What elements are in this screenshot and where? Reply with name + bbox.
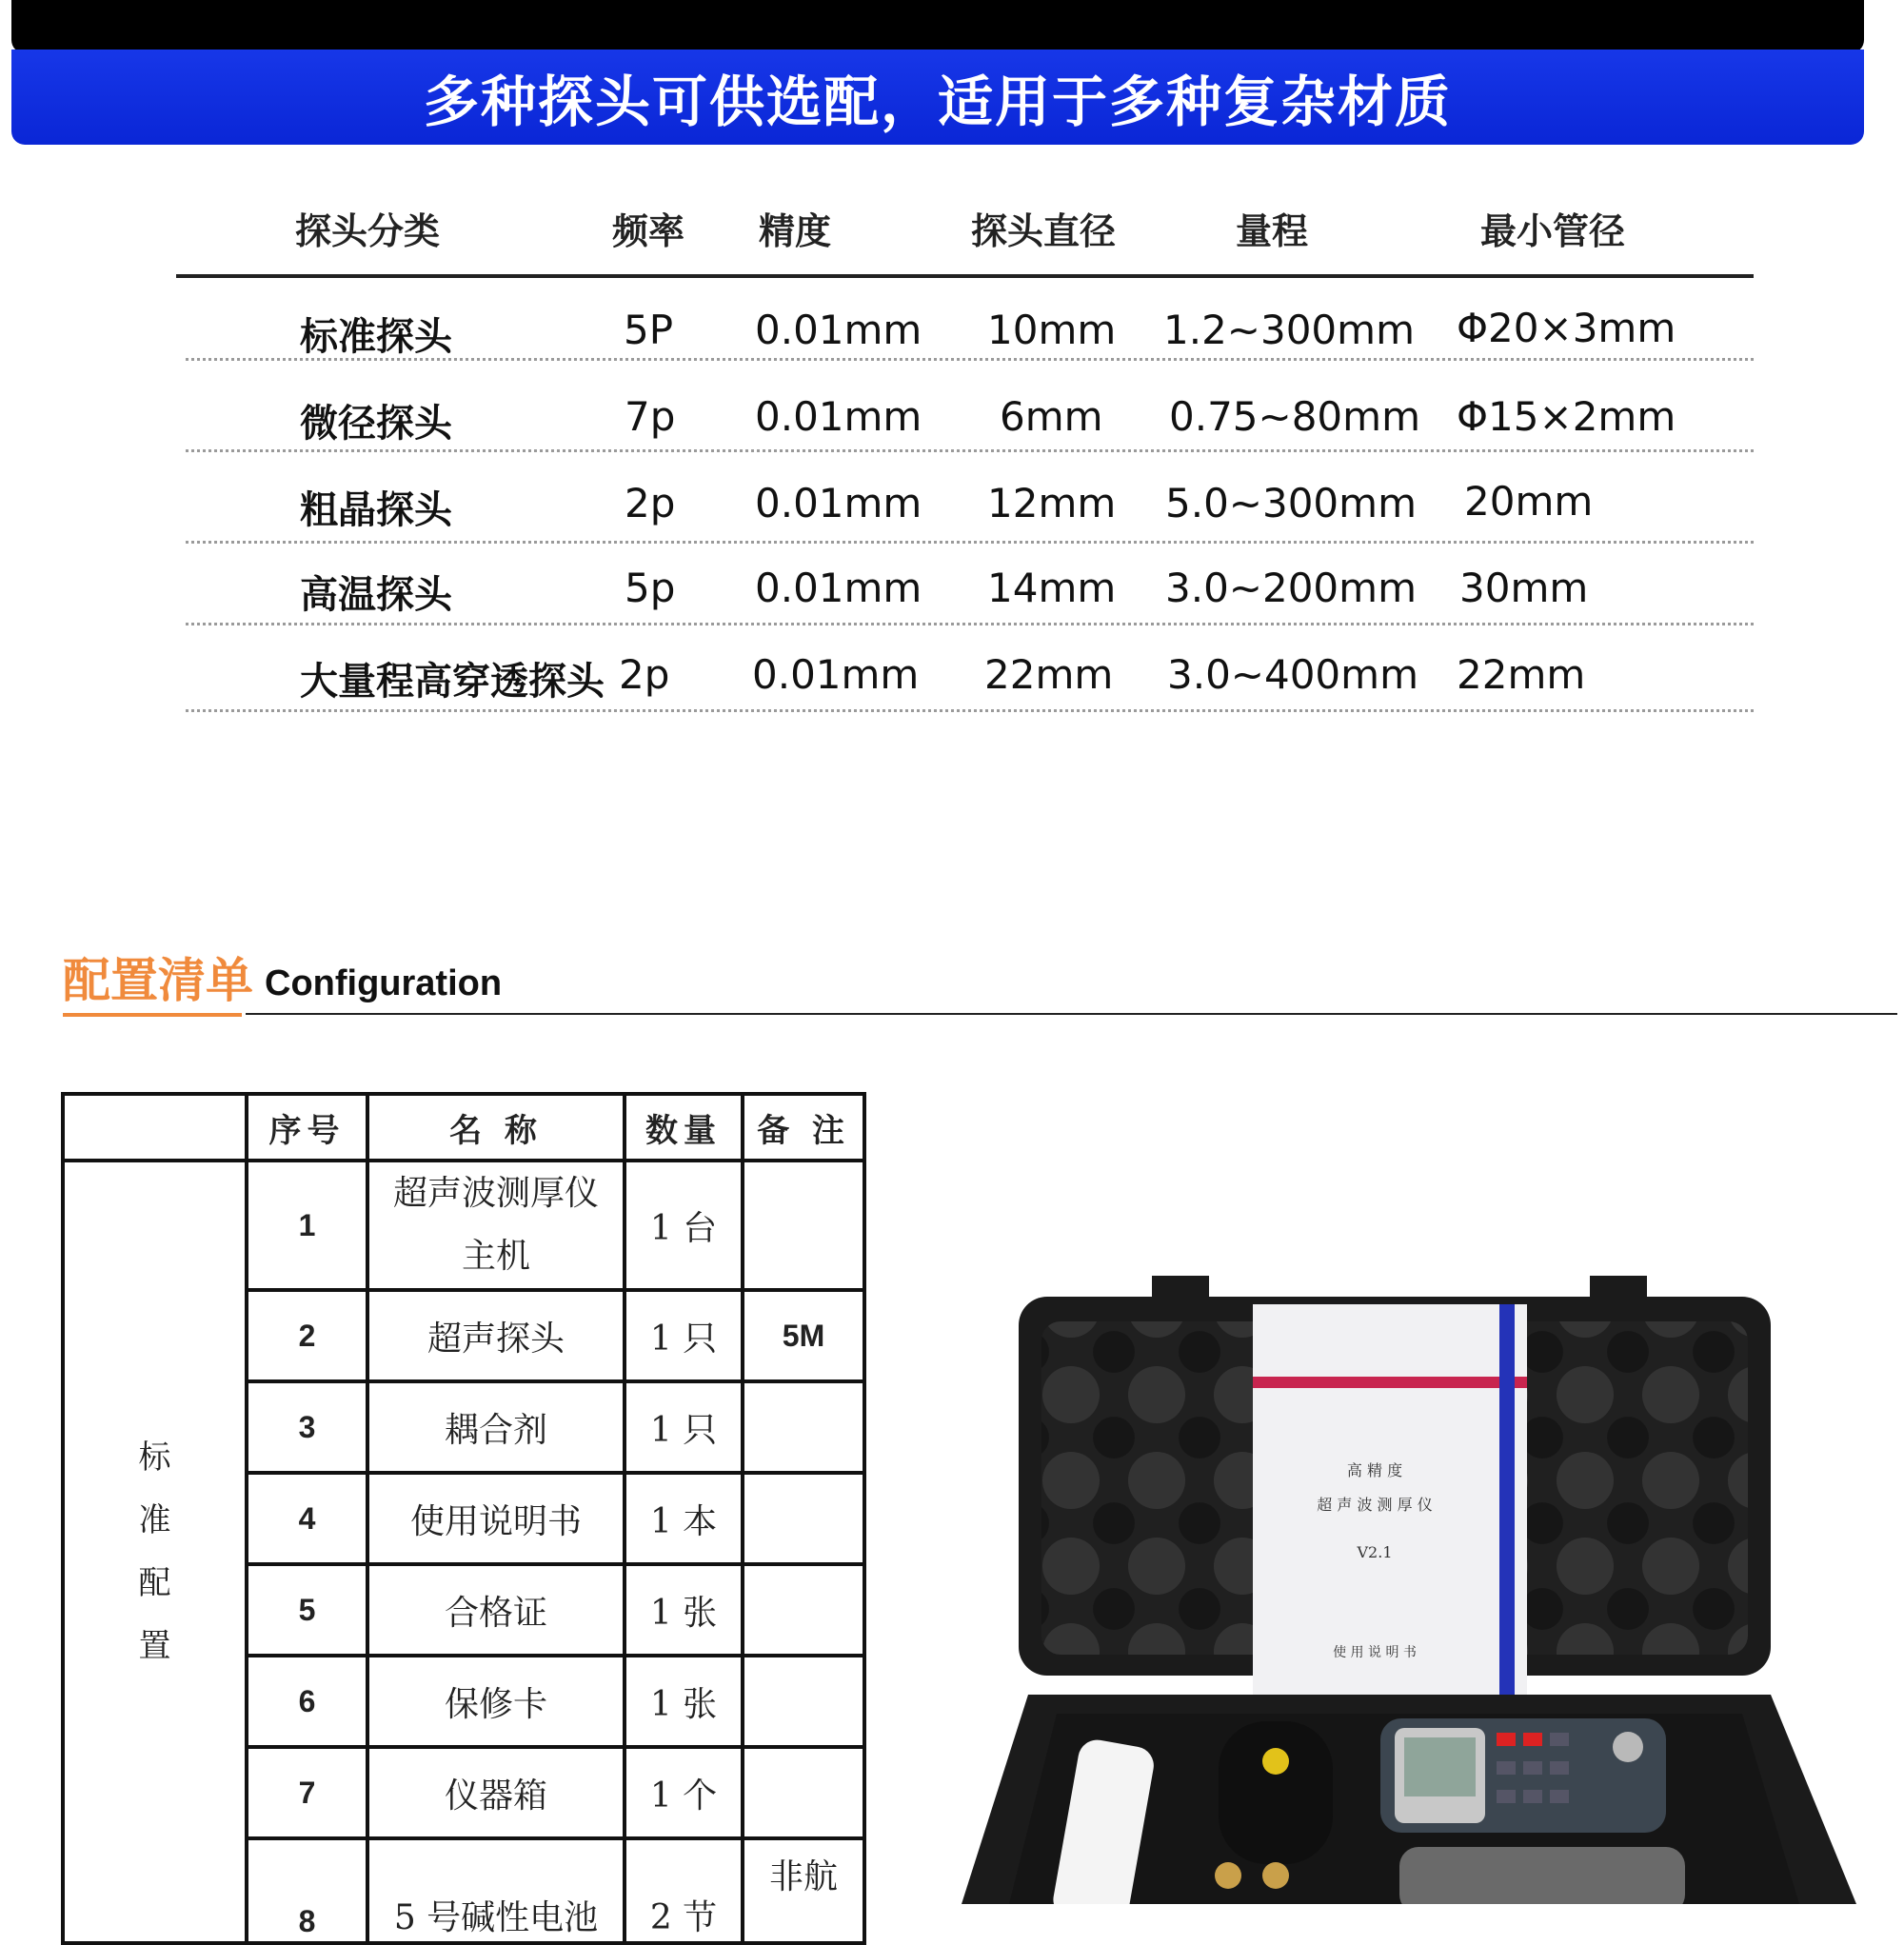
row-name: 超声探头 <box>367 1290 625 1381</box>
table-cell: 10mm <box>987 307 1117 353</box>
probe-icon <box>1262 1748 1289 1775</box>
row-no: 5 <box>247 1564 367 1656</box>
header-note: 备 注 <box>743 1094 864 1161</box>
group-char: 准 <box>138 1501 171 1539</box>
table-cell: 5.0~300mm <box>1165 480 1417 526</box>
col-header-frequency: 频率 <box>612 210 685 252</box>
row-divider <box>186 709 1754 712</box>
config-title-cn: 配置清单 <box>63 953 253 1008</box>
row-qty: 1 张 <box>625 1564 743 1656</box>
row-divider <box>186 623 1754 625</box>
table-cell: 22mm <box>984 651 1114 698</box>
manual-red-stripe <box>1253 1377 1527 1388</box>
row-note <box>743 1473 864 1564</box>
row-name: 合格证 <box>367 1564 625 1656</box>
manual-booklet <box>1253 1304 1527 1695</box>
row-note <box>743 1656 864 1747</box>
row-name-line: 超声波测厚仪 <box>392 1174 599 1213</box>
accessory-slot <box>1399 1847 1685 1904</box>
table-cell: 微径探头 <box>300 402 452 446</box>
header-qty: 数量 <box>625 1094 743 1161</box>
row-note: 非航 <box>743 1838 864 1943</box>
table-cell: Φ15×2mm <box>1457 393 1676 440</box>
product-case-photo <box>942 1266 1894 1904</box>
row-name-line: 主机 <box>461 1237 530 1276</box>
col-header-diameter: 探头直径 <box>971 210 1117 252</box>
header-blank-cell <box>63 1094 247 1161</box>
config-header-row <box>63 1094 864 1161</box>
table-cell: 0.01mm <box>755 307 922 353</box>
table-cell: 30mm <box>1459 565 1589 611</box>
row-note <box>743 1161 864 1290</box>
row-note <box>743 1564 864 1656</box>
table-cell: 1.2~300mm <box>1163 307 1415 353</box>
row-qty: 1 只 <box>625 1290 743 1381</box>
row-note <box>743 1381 864 1473</box>
row-no: 4 <box>247 1473 367 1564</box>
probe-compartment <box>1219 1721 1333 1864</box>
row-name: 5 号碱性电池 <box>367 1838 625 1943</box>
manual-title-1: 高 精 度 <box>1346 1461 1403 1479</box>
header-rule <box>176 274 1754 278</box>
config-title-en: Configuration <box>265 963 503 1003</box>
table-cell: 3.0~200mm <box>1165 565 1417 611</box>
table-cell: 14mm <box>987 565 1117 611</box>
table-cell: 22mm <box>1457 651 1586 698</box>
header-no: 序号 <box>247 1094 367 1161</box>
table-cell: 0.01mm <box>755 565 922 611</box>
col-header-precision: 精度 <box>759 210 832 252</box>
row-qty: 1 只 <box>625 1381 743 1473</box>
table-cell: 2p <box>625 480 676 526</box>
row-qty: 1 个 <box>625 1747 743 1838</box>
manual-title-2: 超 声 波 测 厚 仪 <box>1317 1496 1433 1514</box>
config-rule <box>246 1013 1897 1015</box>
thickness-gauge-device <box>1380 1718 1666 1833</box>
row-no: 3 <box>247 1381 367 1473</box>
row-name <box>367 1161 625 1290</box>
table-cell: 6mm <box>1000 393 1103 440</box>
row-divider <box>186 449 1754 452</box>
table-cell: 大量程高穿透探头 <box>300 660 605 704</box>
row-name: 使用说明书 <box>367 1473 625 1564</box>
config-title-underline <box>63 1013 242 1017</box>
group-char: 置 <box>138 1627 171 1665</box>
table-cell: Φ20×3mm <box>1457 305 1676 351</box>
row-no: 6 <box>247 1656 367 1747</box>
row-name: 保修卡 <box>367 1656 625 1747</box>
row-name: 耦合剂 <box>367 1381 625 1473</box>
table-cell: 0.01mm <box>755 393 922 440</box>
table-cell: 3.0~400mm <box>1167 651 1418 698</box>
banner-title: 多种探头可供选配，适用于多种复杂材质 <box>423 69 1452 134</box>
row-qty: 1 台 <box>625 1161 743 1290</box>
manual-blue-stripe <box>1499 1304 1515 1695</box>
row-no: 8 <box>247 1838 367 1943</box>
table-cell: 7p <box>625 393 676 440</box>
table-cell: 12mm <box>987 480 1117 526</box>
table-cell: 0.75~80mm <box>1169 393 1420 440</box>
col-header-type: 探头分类 <box>295 210 441 252</box>
table-cell: 0.01mm <box>752 651 920 698</box>
table-cell: 标准探头 <box>300 315 452 359</box>
row-note: 5M <box>743 1290 864 1381</box>
config-table <box>61 1092 866 1945</box>
col-header-range: 量程 <box>1236 210 1309 252</box>
table-cell: 0.01mm <box>755 480 922 526</box>
col-header-min-pipe: 最小管径 <box>1480 210 1626 252</box>
row-qty: 2 节 <box>625 1838 743 1943</box>
row-divider <box>186 358 1754 361</box>
group-label <box>136 1426 174 1677</box>
table-cell: 高温探头 <box>300 573 452 617</box>
header-name: 名 称 <box>367 1094 625 1161</box>
row-divider <box>186 541 1754 544</box>
top-black-bar <box>11 0 1864 53</box>
group-char: 标 <box>138 1439 171 1477</box>
manual-version: V2.1 <box>1357 1543 1393 1561</box>
table-cell: 粗晶探头 <box>300 488 452 532</box>
table-row <box>63 1161 864 1290</box>
row-no: 2 <box>247 1290 367 1381</box>
group-label-cell <box>63 1161 247 1943</box>
table-cell: 20mm <box>1464 478 1594 525</box>
table-cell: 2p <box>619 651 670 698</box>
row-name: 仪器箱 <box>367 1747 625 1838</box>
row-no: 7 <box>247 1747 367 1838</box>
device-screen <box>1404 1737 1476 1796</box>
manual-footer: 使 用 说 明 书 <box>1333 1645 1417 1660</box>
row-no: 1 <box>247 1161 367 1290</box>
table-cell: 5p <box>625 565 676 611</box>
row-qty: 1 本 <box>625 1473 743 1564</box>
table-cell: 5P <box>624 307 674 353</box>
row-qty: 1 张 <box>625 1656 743 1747</box>
banner <box>11 50 1864 145</box>
row-note <box>743 1747 864 1838</box>
group-char: 配 <box>138 1564 171 1602</box>
